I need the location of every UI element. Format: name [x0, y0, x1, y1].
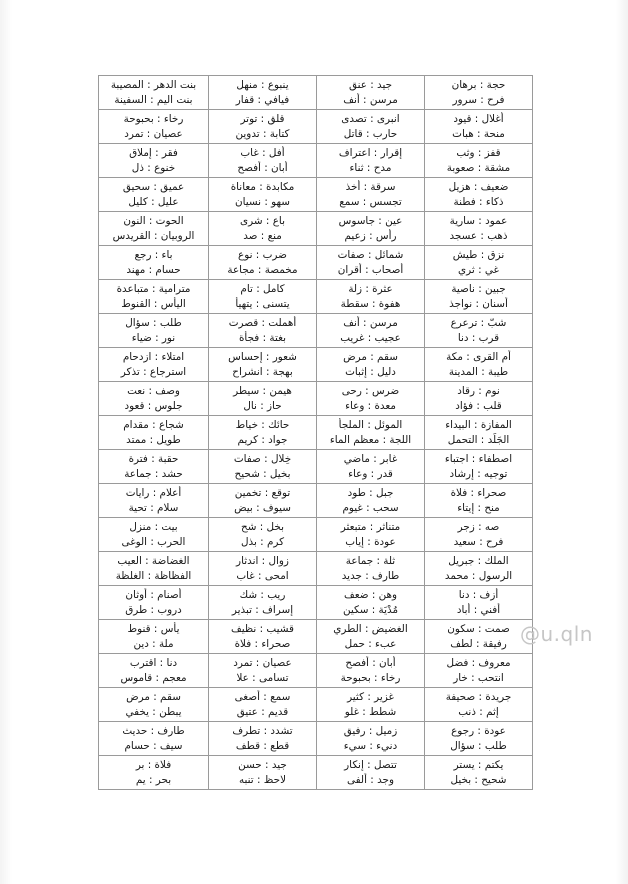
table-cell [209, 450, 317, 484]
table-row [99, 654, 533, 688]
synonym-pair: وجد : ألفى [347, 773, 394, 786]
synonyms-table-body [99, 76, 533, 790]
table-cell [209, 212, 317, 246]
synonym-pair: سيف : حسام [124, 739, 183, 752]
synonyms-table [98, 75, 533, 790]
table-cell [425, 620, 533, 654]
synonym-pair: ريب : شك [239, 588, 286, 601]
synonym-pair: امحى : غاب [236, 569, 289, 582]
synonym-pair: أم القرى : مكة [446, 350, 511, 363]
synonym-pair: فرح : سرور [452, 93, 505, 106]
synonym-pair: الغضاضة : العيب [117, 554, 190, 567]
synonym-pair: جريدة : صحيفة [445, 690, 512, 703]
table-cell [317, 586, 425, 620]
synonym-pair: طارف : جديد [341, 569, 400, 582]
table-cell [425, 314, 533, 348]
synonym-pair: جلوس : قعود [124, 399, 183, 412]
synonym-pair: كامل : تام [240, 282, 285, 295]
synonym-pair: عصيان : تمرد [124, 127, 183, 140]
synonym-pair: رفيقة : لطف [450, 637, 507, 650]
table-cell [99, 620, 209, 654]
table-cell [425, 178, 533, 212]
table-cell [317, 552, 425, 586]
table-cell [317, 212, 425, 246]
table-cell [317, 722, 425, 756]
synonym-pair: المفازة : البيداء [445, 418, 512, 431]
table-row [99, 280, 533, 314]
synonym-pair: معدة : وعاء [345, 399, 396, 412]
table-cell [425, 722, 533, 756]
synonym-pair: سقم : مرض [126, 690, 181, 703]
table-cell [209, 178, 317, 212]
synonym-pair: شعور : إحساس [228, 350, 297, 363]
table-cell [317, 110, 425, 144]
synonym-pair: الموئل : الملجأ [338, 418, 403, 431]
synonym-pair: مرسن : أنف [343, 93, 398, 106]
synonym-pair: رأس : زعيم [344, 229, 397, 242]
synonym-pair: بغتة : فجأة [238, 331, 286, 344]
table-cell [209, 722, 317, 756]
table-cell [99, 416, 209, 450]
table-cell [209, 348, 317, 382]
synonym-pair: فيافي : قفار [235, 93, 290, 106]
table-cell [209, 144, 317, 178]
table-cell [425, 212, 533, 246]
synonym-pair: عثرة : زلة [348, 282, 393, 295]
table-cell [99, 586, 209, 620]
synonym-pair: نوم : رقاد [457, 384, 500, 397]
synonym-pair: دنيء : سيء [343, 739, 398, 752]
synonym-pair: استرجاع : تذكر [120, 365, 187, 378]
synonym-pair: معجم : قاموس [120, 671, 187, 684]
synonym-pair: كرم : بذل [240, 535, 285, 548]
synonym-pair: الغضيض : الطري [333, 622, 408, 635]
table-cell [209, 382, 317, 416]
table-row [99, 586, 533, 620]
synonym-pair: دنا : اقترب [129, 656, 178, 669]
table-cell [425, 756, 533, 790]
synonym-pair: أهملت : قصرت [228, 316, 297, 329]
synonym-pair: رخاء : بحبوحة [123, 112, 184, 125]
table-row [99, 314, 533, 348]
table-cell [99, 382, 209, 416]
table-row [99, 518, 533, 552]
synonym-pair: الفظاظة : الغلظة [115, 569, 192, 582]
synonym-pair: كتابة : تدوين [235, 127, 290, 140]
synonym-pair: خِلال : صفات [233, 452, 292, 465]
table-cell [209, 110, 317, 144]
synonym-pair: أصنام : أوثان [125, 588, 182, 601]
table-cell [317, 246, 425, 280]
synonym-pair: أغلال : قيود [453, 112, 504, 125]
synonym-pair: ملة : دين [133, 637, 174, 650]
synonym-pair: بخيل : شحيح [234, 467, 291, 480]
table-row [99, 722, 533, 756]
synonym-pair: باع : شرى [240, 214, 285, 227]
table-cell [317, 688, 425, 722]
synonym-pair: قطع : قطف [235, 739, 290, 752]
table-cell [209, 246, 317, 280]
table-cell [99, 518, 209, 552]
synonym-pair: ضرس : رحى [341, 384, 400, 397]
table-cell [425, 450, 533, 484]
synonym-pair: انتحب : خار [453, 671, 504, 684]
table-row [99, 246, 533, 280]
synonym-pair: حشد : جماعة [124, 467, 183, 480]
table-cell [99, 450, 209, 484]
synonym-pair: الحوت : النون [123, 214, 184, 227]
synonym-pair: سيوف : بيض [234, 501, 291, 514]
table-cell [425, 654, 533, 688]
synonym-pair: مُدْيَة : سكين [342, 603, 399, 616]
synonym-pair: سقم : مرض [343, 350, 398, 363]
synonym-pair: حقبة : فترة [128, 452, 179, 465]
synonym-pair: حائك : خياط [235, 418, 290, 431]
synonym-pair: الروبيان : القريدس [112, 229, 195, 242]
table-cell [209, 314, 317, 348]
table-cell [99, 212, 209, 246]
synonym-pair: أسنان : نواجذ [449, 297, 508, 310]
table-row [99, 688, 533, 722]
table-cell [317, 450, 425, 484]
table-cell [209, 280, 317, 314]
table-cell [99, 654, 209, 688]
synonym-pair: خنوع : ذل [131, 161, 176, 174]
synonym-pair: مرسن : أنف [343, 316, 398, 329]
synonym-pair: بنت اليم : السفينة [114, 93, 193, 106]
synonym-pair: نور : ضياء [131, 331, 176, 344]
synonym-pair: يأس : قنوط [127, 622, 180, 635]
table-row [99, 620, 533, 654]
synonym-pair: زميل : رفيق [343, 724, 398, 737]
table-row [99, 348, 533, 382]
synonym-pair: قدر : وعاء [348, 467, 393, 480]
synonym-pair: معروف : فضل [446, 656, 511, 669]
synonym-pair: بنت الدهر : المصيبة [110, 78, 197, 91]
table-cell [425, 110, 533, 144]
synonym-pair: رخاء : بحبوحة [340, 671, 401, 684]
synonym-pair: سلام : تحية [128, 501, 179, 514]
synonym-pair: تتصل : إنكار [344, 758, 397, 771]
synonym-pair: مترامية : متباعدة [116, 282, 191, 295]
table-cell [425, 688, 533, 722]
synonym-pair: أبان : أفصح [345, 656, 396, 669]
synonym-pair: فرح : سعيد [453, 535, 504, 548]
synonym-pair: عبء : حمل [344, 637, 397, 650]
table-cell [425, 586, 533, 620]
synonym-pair: الملك : جبريل [448, 554, 509, 567]
table-cell [99, 314, 209, 348]
synonym-pair: سهو : نسيان [234, 195, 291, 208]
table-cell [209, 76, 317, 110]
synonym-pair: لاحظ : تنبه [238, 773, 287, 786]
synonym-pair: بهجة : انشراح [232, 365, 293, 378]
synonym-pair: شمائل : صفات [337, 248, 404, 261]
synonym-pair: طلب : سؤال [125, 316, 182, 329]
synonym-pair: قشيب : نظيف [231, 622, 294, 635]
synonym-pair: أعلام : رايات [125, 486, 182, 499]
synonym-pair: صحراء : فلاة [234, 637, 291, 650]
synonym-pair: طلب : سؤال [450, 739, 507, 752]
synonym-pair: الرسول : محمد [444, 569, 513, 582]
synonym-pair: اليأس : القنوط [121, 297, 186, 310]
synonym-pair: عجيب : غريب [340, 331, 401, 344]
table-cell [99, 144, 209, 178]
table-row [99, 212, 533, 246]
synonym-pair: ضعيف : هزيل [448, 180, 509, 193]
synonym-pair: عودة : رجوع [451, 724, 506, 737]
synonym-pair: صحراء : فلاة [450, 486, 507, 499]
table-cell [99, 280, 209, 314]
table-row [99, 144, 533, 178]
synonym-pair: جبين : ناصية [451, 282, 506, 295]
synonym-pair: زوال : اندثار [236, 554, 289, 567]
synonym-pair: منع : صد [243, 229, 282, 242]
table-cell [425, 246, 533, 280]
synonym-pair: طويل : ممتد [126, 433, 181, 446]
synonym-pair: إثم : ذنب [458, 705, 499, 718]
synonym-pair: ذكاء : فطنة [453, 195, 504, 208]
synonym-pair: مكابدة : معاناة [230, 180, 295, 193]
table-row [99, 756, 533, 790]
synonym-pair: سحب : غيوم [342, 501, 399, 514]
synonym-pair: مدح : ثناء [349, 161, 392, 174]
synonym-pair: جيد : عنق [348, 78, 393, 91]
synonym-pair: أزف : دنا [458, 588, 499, 601]
table-cell [317, 314, 425, 348]
synonym-pair: سرقة : أخذ [345, 180, 396, 193]
synonym-pair: جيد : حسن [238, 758, 287, 771]
synonym-pair: ذهب : عسجد [449, 229, 508, 242]
table-cell [425, 416, 533, 450]
synonym-pair: تجسس : سمع [339, 195, 402, 208]
synonym-pair: قلق : توتر [240, 112, 285, 125]
table-cell [209, 586, 317, 620]
synonym-pair: وهن : ضعف [343, 588, 398, 601]
synonym-pair: صمت : سكون [447, 622, 510, 635]
synonym-pair: هيمن : سيطر [233, 384, 292, 397]
synonym-pair: مخمصة : مجاعة [227, 263, 298, 276]
table-row [99, 552, 533, 586]
synonym-pair: دروب : طرق [125, 603, 182, 616]
table-cell [317, 280, 425, 314]
table-cell [99, 688, 209, 722]
table-cell [317, 144, 425, 178]
table-cell [425, 518, 533, 552]
synonym-pair: شجاع : مقدام [123, 418, 184, 431]
synonym-pair: إسراف : تبذير [231, 603, 294, 616]
synonym-pair: عميق : سحيق [122, 180, 185, 193]
synonym-pair: حسام : مهند [126, 263, 181, 276]
synonym-pair: هفوة : سقطة [340, 297, 401, 310]
table-row [99, 450, 533, 484]
table-row [99, 110, 533, 144]
synonym-pair: صه : زجر [457, 520, 500, 533]
synonym-pair: ينبوع : منهل [236, 78, 289, 91]
synonym-pair: منحة : هبات [452, 127, 505, 140]
synonym-pair: انبرى : تصدى [341, 112, 400, 125]
synonym-pair: أبان : أفصح [237, 161, 288, 174]
synonym-pair: طارف : حديث [122, 724, 185, 737]
synonym-pair: غزير : كثير [347, 690, 394, 703]
synonym-pair: غابر : ماضي [343, 452, 398, 465]
table-cell [209, 688, 317, 722]
table-cell [425, 484, 533, 518]
synonym-pair: حجة : برهان [451, 78, 506, 91]
synonym-pair: فقر : إملاق [129, 146, 178, 159]
synonym-pair: عليل : كليل [128, 195, 179, 208]
table-row [99, 76, 533, 110]
synonym-pair: إقرار : اعتراف [338, 146, 403, 159]
table-cell [425, 552, 533, 586]
watermark: @u.qln [520, 622, 593, 646]
table-cell [425, 144, 533, 178]
table-cell [99, 76, 209, 110]
synonym-pair: أفني : أباد [456, 603, 501, 616]
synonym-pair: الحرب : الوغى [121, 535, 186, 548]
synonym-pair: سمع : أصغى [234, 690, 291, 703]
table-cell [99, 178, 209, 212]
synonym-pair: قفز : وثب [456, 146, 501, 159]
synonym-pair: شطط : غلو [344, 705, 397, 718]
table-row [99, 416, 533, 450]
synonym-pair: عين : جاسوس [338, 214, 403, 227]
table-row [99, 178, 533, 212]
table-cell [317, 518, 425, 552]
table-cell [209, 552, 317, 586]
table-cell [317, 654, 425, 688]
synonym-pair: تشدد : تطرف [232, 724, 293, 737]
synonym-pair: نزق : طيش [452, 248, 505, 261]
synonym-pair: طيبة : المدينة [448, 365, 509, 378]
synonym-pair: فلاة : بر [135, 758, 172, 771]
synonym-pair: حاز : نال [243, 399, 282, 412]
synonym-pair: دليل : إثبات [345, 365, 396, 378]
synonym-pair: عمود : سارية [449, 214, 508, 227]
synonym-pair: حارب : قاتل [343, 127, 398, 140]
table-cell [425, 76, 533, 110]
table-cell [425, 348, 533, 382]
synonym-pair: عودة : إياب [345, 535, 396, 548]
table-cell [99, 756, 209, 790]
table-cell [425, 280, 533, 314]
table-cell [209, 484, 317, 518]
synonym-pair: مشقة : صعوبة [446, 161, 511, 174]
synonym-pair: غي : ثري [458, 263, 499, 276]
synonym-pair: اصطفاء : اجتباء [444, 452, 513, 465]
synonym-pair: قرب : دنا [457, 331, 500, 344]
synonym-pair: منح : إيتاء [457, 501, 500, 514]
table-cell [317, 620, 425, 654]
table-cell [317, 348, 425, 382]
synonym-pair: أفل : غاب [240, 146, 285, 159]
table-cell [317, 178, 425, 212]
table-cell [209, 620, 317, 654]
synonym-pair: ضرب : نوع [238, 248, 287, 261]
synonym-pair: اللجة : معظم الماء [329, 433, 412, 446]
synonym-pair: بحر : يم [135, 773, 172, 786]
synonym-pair: شحيح : بخيل [450, 773, 507, 786]
table-cell [317, 382, 425, 416]
synonym-pair: شبّ : ترعرع [450, 316, 507, 329]
synonym-pair: توجيه : إرشاد [449, 467, 508, 480]
table-cell [209, 756, 317, 790]
table-cell [99, 110, 209, 144]
table-cell [209, 654, 317, 688]
table-cell [317, 484, 425, 518]
table-cell [99, 484, 209, 518]
synonym-pair: يبطن : يخفي [125, 705, 182, 718]
synonym-pair: قديم : عتيق [236, 705, 289, 718]
synonym-pair: جواد : كريم [237, 433, 288, 446]
table-cell [99, 246, 209, 280]
synonym-pair: جبل : طود [347, 486, 394, 499]
synonym-pair: ثلة : جماعة [345, 554, 396, 567]
synonym-pair: توقع : تخمين [234, 486, 291, 499]
table-cell [317, 76, 425, 110]
synonym-pair: يكتم : يستر [453, 758, 504, 771]
table-cell [209, 416, 317, 450]
synonym-pair: تسامى : علا [236, 671, 289, 684]
synonym-pair: بيت : منزل [129, 520, 178, 533]
table-cell [317, 416, 425, 450]
synonym-pair: وصف : نعت [127, 384, 180, 397]
synonym-pair: قلب : فؤاد [455, 399, 502, 412]
table-cell [99, 552, 209, 586]
synonym-pair: امتلاء : ازدحام [122, 350, 185, 363]
synonym-pair: بخل : شح [241, 520, 284, 533]
synonym-pair: الجَلَد : التحمل [447, 433, 510, 446]
table-row [99, 484, 533, 518]
table-cell [99, 722, 209, 756]
synonym-pair: أصحاب : أقران [337, 263, 404, 276]
table-cell [99, 348, 209, 382]
table-cell [425, 382, 533, 416]
synonym-pair: يتسنى : يتهيأ [235, 297, 290, 310]
synonym-pair: عصيان : تمرد [233, 656, 292, 669]
synonym-pair: متناثر : متبعثر [340, 520, 401, 533]
synonym-pair: باء : رجع [134, 248, 173, 261]
table-cell [209, 518, 317, 552]
table-cell [317, 756, 425, 790]
table-row [99, 382, 533, 416]
